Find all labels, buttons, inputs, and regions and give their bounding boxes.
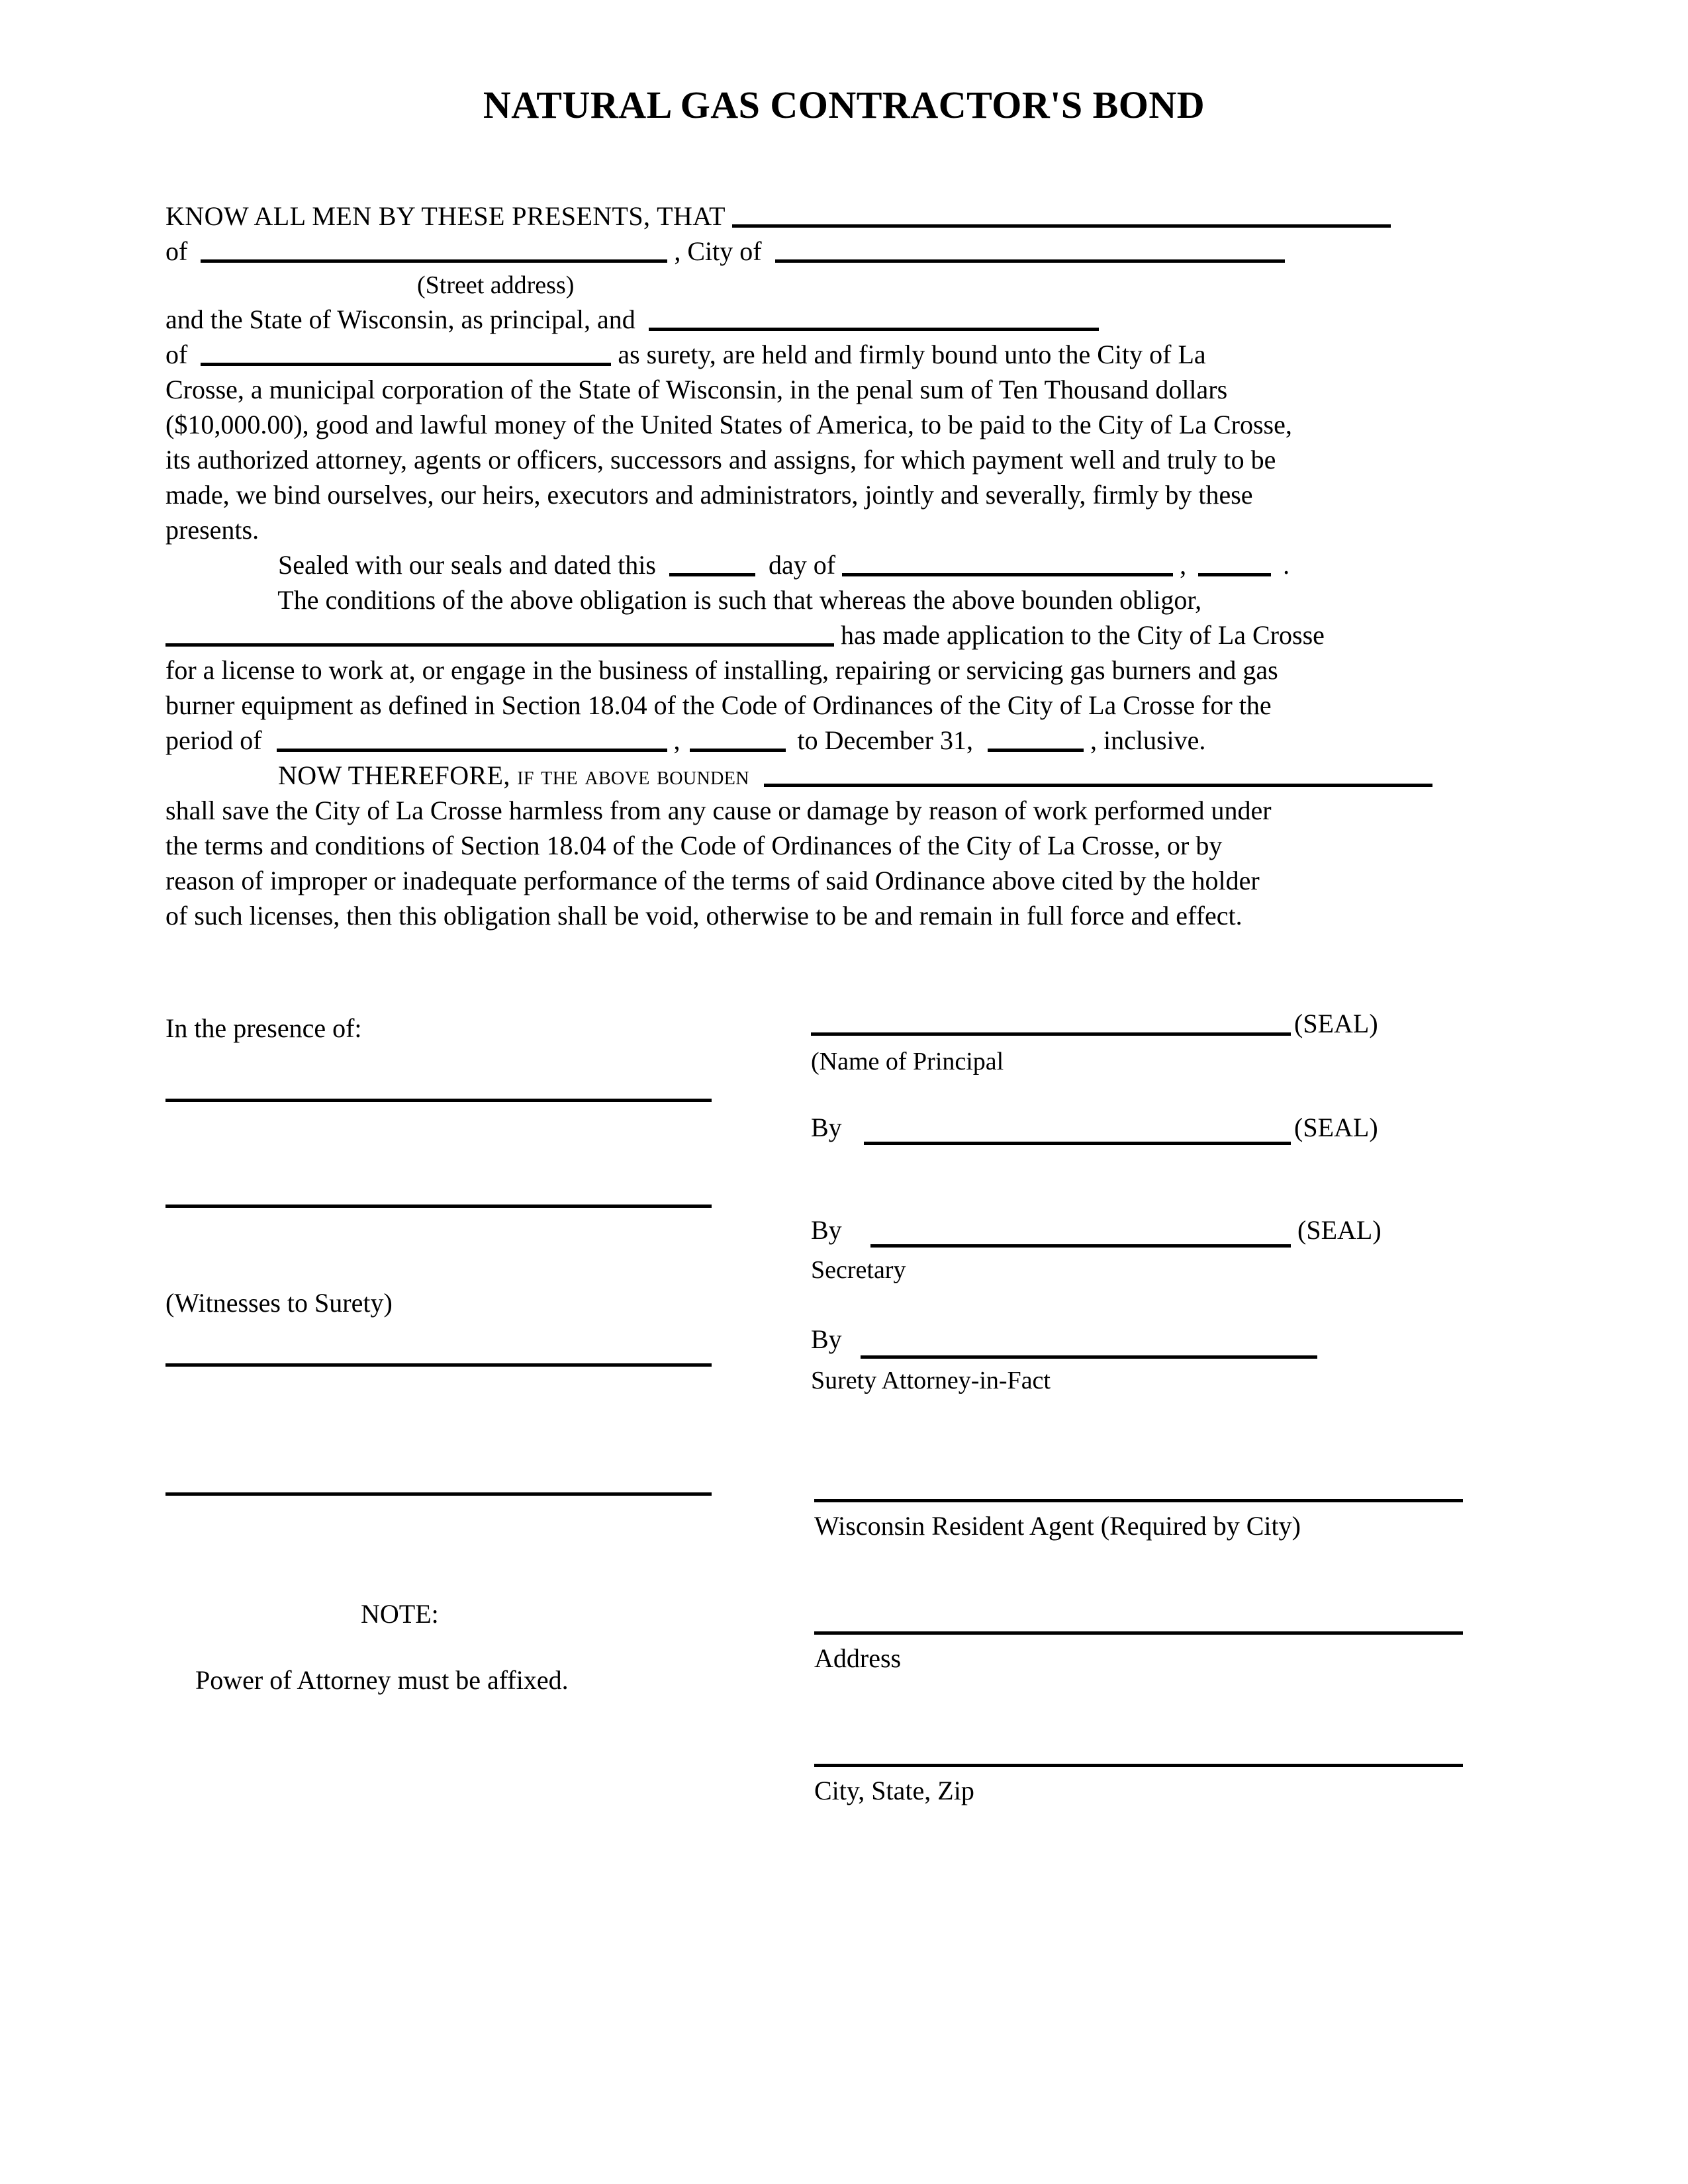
blank-city[interactable] (775, 259, 1285, 263)
address-line[interactable] (814, 1631, 1463, 1635)
paragraph-line-5 (165, 512, 1529, 547)
note-label: NOTE: (361, 1599, 439, 1629)
line-of-surety (165, 337, 1529, 372)
surety-attorney-in-fact-caption: Surety Attorney-in-Fact (811, 1367, 1051, 1394)
para-1-text: Crosse, a municipal corporation of the State of Wisconsin, in the penal sum of Ten Thousand dollars (165, 375, 1228, 404)
know-all-men-text: KNOW ALL MEN BY THESE PRESENTS, THAT (165, 201, 726, 231)
by-signature-line-2[interactable] (870, 1244, 1291, 1248)
by-label-1: By (811, 1113, 842, 1142)
line-state-principal (165, 302, 1529, 337)
final-1-text: shall save the City of La Crosse harmless from any cause or damage by reason of work performed under (165, 796, 1272, 825)
witness-signature-line-3[interactable] (165, 1363, 712, 1367)
para-3-text: its authorized attorney, agents or officers, successors and assigns, for which payment well and truly to be (165, 445, 1276, 475)
now-therefore-text: NOW THEREFORE, if the above bounden (278, 760, 749, 790)
blank-surety-name[interactable] (649, 328, 1099, 331)
blank-bounden[interactable] (764, 784, 1432, 787)
blank-day[interactable] (669, 573, 755, 576)
final-2-text: the terms and conditions of Section 18.04 of the Code of Ordinances of the City of La Crosse, or by (165, 831, 1223, 860)
seal-label-principal: (SEAL) (1294, 1009, 1378, 1038)
by-label-2: By (811, 1215, 842, 1245)
period-comma: , (673, 725, 680, 755)
line-final-4 (165, 898, 1529, 933)
final-4-text: of such licenses, then this obligation shall be void, otherwise to be and remain in full force and effect. (165, 901, 1243, 931)
period-of-label: period of (165, 725, 262, 755)
surety-text: as surety, are held and firmly bound unto the City of La (618, 340, 1206, 369)
bond-body-text (165, 199, 1529, 933)
witness-signature-line-4[interactable] (165, 1492, 712, 1496)
note-text: Power of Attorney must be affixed. (195, 1665, 569, 1695)
seal-label-by-1: (SEAL) (1294, 1113, 1378, 1142)
city-state-zip-line[interactable] (814, 1764, 1463, 1767)
in-presence-of-label: In the presence of: (165, 1013, 362, 1043)
secretary-caption: Secretary (811, 1256, 906, 1284)
line-know-all-men (165, 199, 1529, 234)
paragraph-line-3 (165, 442, 1529, 477)
paragraph-line-4 (165, 477, 1529, 512)
by-label-3: By (811, 1324, 842, 1354)
line-final-3 (165, 863, 1529, 898)
conditions-text: The conditions of the above obligation is such that whereas the above bounden obligor, (277, 585, 1202, 615)
line-has-made-application (165, 617, 1529, 653)
blank-period-start-year[interactable] (690, 749, 786, 752)
blank-street-address[interactable] (201, 259, 667, 263)
para-5-text: presents. (165, 515, 259, 545)
blank-month[interactable] (842, 573, 1173, 576)
line-of-city-of (165, 234, 1529, 269)
street-address-caption-text: (Street address) (417, 271, 575, 299)
line-final-1 (165, 793, 1529, 828)
by-signature-line-1[interactable] (864, 1142, 1291, 1145)
paragraph-line-2 (165, 407, 1529, 442)
para-2-text: ($10,000.00), good and lawful money of the United States of America, to be paid to the City of La Crosse, (165, 410, 1292, 439)
state-principal-text: and the State of Wisconsin, as principal, and (165, 304, 635, 334)
blank-principal-name[interactable] (732, 224, 1391, 228)
of-label-2: of (165, 340, 188, 369)
principal-signature-line[interactable] (811, 1032, 1291, 1036)
of-label: of (165, 236, 188, 266)
line-license-2 (165, 688, 1529, 723)
blank-period-start[interactable] (277, 749, 667, 752)
address-caption: Address (814, 1643, 902, 1673)
license-1-text: for a license to work at, or engage in the business of installing, repairing or servicing gas burners and gas (165, 655, 1278, 685)
sealed-comma-1: , (1180, 550, 1187, 580)
sealed-prefix-text: Sealed with our seals and dated this (278, 550, 656, 580)
to-december-label: to December 31, (797, 725, 973, 755)
line-sealed-dated (165, 547, 1529, 582)
surety-attorney-signature-line[interactable] (861, 1355, 1317, 1359)
has-made-application-text: has made application to the City of La Crosse (841, 620, 1325, 650)
para-4-text: made, we bind ourselves, our heirs, executors and administrators, jointly and severally, firmly by these (165, 480, 1253, 510)
city-state-zip-caption: City, State, Zip (814, 1776, 974, 1805)
sealed-period: . (1283, 550, 1290, 580)
witness-signature-line-1[interactable] (165, 1099, 712, 1102)
seal-label-by-2: (SEAL) (1297, 1215, 1382, 1245)
day-of-label: day of (768, 550, 836, 580)
page-title: NATURAL GAS CONTRACTOR'S BOND (483, 83, 1205, 126)
blank-surety-address[interactable] (201, 363, 611, 366)
inclusive-label: , inclusive. (1090, 725, 1206, 755)
blank-applicant[interactable] (165, 643, 834, 647)
license-2-text: burner equipment as defined in Section 18.04 of the Code of Ordinances of the City of La Crosse for the (165, 690, 1272, 720)
final-3-text: reason of improper or inadequate performance of the terms of said Ordinance above cited by the holder (165, 866, 1260, 895)
city-of-label: , City of (674, 236, 762, 266)
paragraph-line-1 (165, 372, 1529, 407)
blank-year[interactable] (1198, 573, 1271, 576)
line-period-of (165, 723, 1529, 758)
witnesses-to-surety-label: (Witnesses to Surety) (165, 1288, 393, 1318)
line-final-2 (165, 828, 1529, 863)
wisconsin-resident-agent-line[interactable] (814, 1499, 1463, 1502)
name-of-principal-caption: (Name of Principal (811, 1048, 1004, 1075)
witness-signature-line-2[interactable] (165, 1205, 712, 1208)
blank-period-end-year[interactable] (988, 749, 1084, 752)
line-now-therefore (165, 758, 1529, 793)
line-license-1 (165, 653, 1529, 688)
caption-street-address (165, 269, 1529, 302)
wisconsin-resident-agent-caption: Wisconsin Resident Agent (Required by City) (814, 1511, 1301, 1541)
line-conditions (165, 582, 1529, 617)
